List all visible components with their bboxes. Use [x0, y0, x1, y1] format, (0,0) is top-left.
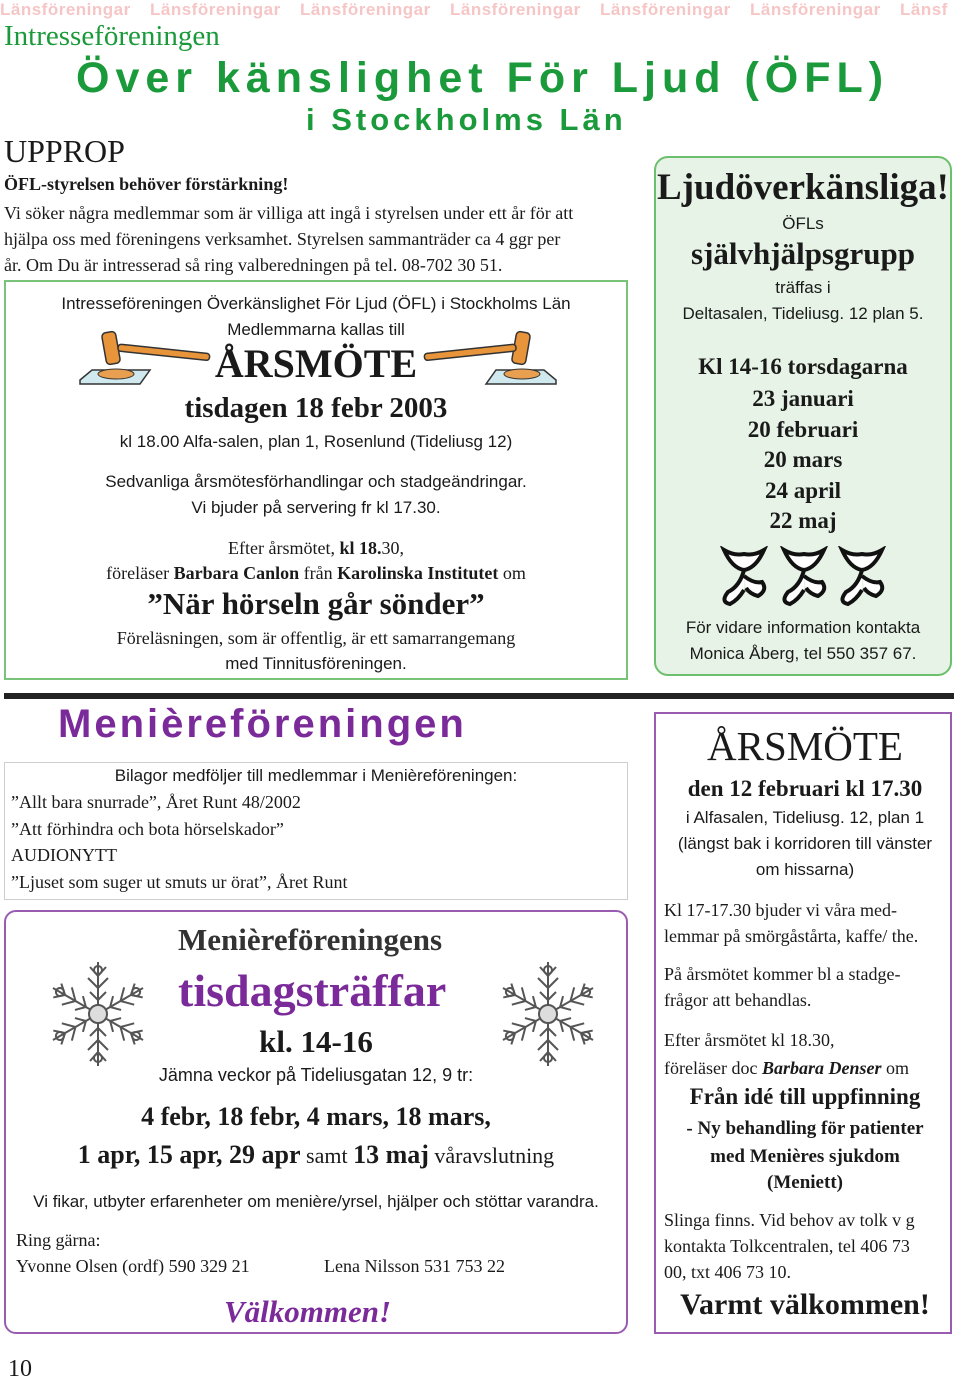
flower-icon [714, 546, 890, 610]
tuesday-place: Jämna veckor på Tideliusgatan 12, 9 tr: [158, 1065, 474, 1085]
selfhelp-time: Kl 14-16 torsdagarna [698, 354, 908, 379]
selfhelp-line: träffas i [775, 278, 831, 297]
selfhelp-place: Deltasalen, Tideliusg. 12 plan 5. [682, 304, 924, 323]
selfhelp-box [654, 156, 952, 676]
page-subtitle: i Stockholms Län [306, 102, 627, 137]
list-item: ”Allt bara snurrade”, Året Runt 48/2002 [11, 792, 301, 812]
meniere-meeting-date: den 12 februari kl 17.30 [687, 776, 923, 801]
attachments-list [11, 789, 347, 895]
band-word: Länsföreningar [150, 0, 281, 19]
meeting-lecture: föreläser Barbara Canlon från Karolinska Institutet om [106, 563, 526, 583]
meniere-meeting-lecture: föreläser doc Barbara Denser om [664, 1058, 909, 1078]
meniere-meeting-agenda: På årsmötet kommer bl a stadge- [664, 964, 901, 984]
meeting-called: Medlemmarna kallas till [227, 320, 405, 339]
meniere-meeting-subtopic: med Menières sjukdom [710, 1146, 900, 1167]
tuesday-description: Vi fikar, utbyter erfarenheter om menière/yrsel, hjälper och stöttar varandra. [33, 1192, 599, 1211]
meeting-after: Efter årsmötet, kl 18.30, [228, 538, 404, 558]
selfhelp-title: självhjälpsgrupp [691, 236, 915, 271]
header-band [0, 0, 960, 22]
lecture-note: Föreläsningen, som är offentlig, är ett samarrangemang [116, 628, 516, 648]
band-word: Länsföreningar [450, 0, 581, 19]
page-title: Över känslighet För Ljud (ÖFL) [76, 54, 890, 102]
meeting-heading: ÅRSMÖTE [214, 341, 418, 386]
meniere-title: Menièreföreningen [58, 702, 467, 746]
meniere-meeting-loop: kontakta Tolkcentralen, tel 406 73 [664, 1236, 910, 1256]
meniere-meeting-welcome: Varmt välkommen! [680, 1288, 930, 1321]
meeting-serving: Vi bjuder på servering fr kl 17.30. [191, 498, 441, 517]
tuesday-title: tisdagsträffar [178, 965, 447, 1016]
meniere-meeting-subtopic: (Meniett) [767, 1172, 843, 1193]
meniere-meeting-place: i Alfasalen, Tideliusg. 12, plan 1 [685, 808, 925, 827]
tuesday-dates: 4 febr, 18 febr, 4 mars, 18 mars, [141, 1102, 491, 1131]
meeting-place: kl 18.00 Alfa-salen, plan 1, Rosenlund (Tideliusg 12) [119, 432, 513, 451]
meniere-meeting-place: (längst bak i korridoren till vänster [677, 834, 933, 853]
list-item: 20 mars [763, 447, 843, 472]
welcome-text: Välkommen! [224, 1294, 392, 1329]
upprop-line: hjälpa oss med föreningens verksamhet. Styrelsen sammanträder ca 4 ggr per [4, 229, 561, 249]
meniere-meeting-offer: Kl 17-17.30 bjuder vi våra med- [664, 900, 897, 920]
section-divider [4, 693, 954, 699]
gavel-icon [78, 328, 218, 386]
page-number: 10 [8, 1356, 32, 1382]
list-item: 20 februari [747, 416, 859, 442]
band-word: Länsföreningar [0, 0, 131, 19]
meniere-meeting-agenda: frågor att behandlas. [664, 990, 812, 1010]
meniere-meeting-loop: Slinga finns. Vid behov av tolk v g [664, 1210, 915, 1230]
tuesday-line1: Menièreföreningens [178, 922, 443, 957]
meniere-meeting-after: Efter årsmötet kl 18.30, [664, 1030, 835, 1050]
meeting-org: Intresseföreningen Överkänslighet För Ljud (ÖFL) i Stockholms Län [61, 294, 571, 313]
band-word: Länsföreningar [300, 0, 431, 19]
selfhelp-contact: För vidare information kontakta [685, 618, 921, 637]
upprop-line: Vi söker några medlemmar som är villiga att ingå i styrelsen under ett år för att [4, 203, 574, 223]
attachments-intro: Bilagor medföljer till medlemmar i Menièreföreningen: [114, 766, 518, 785]
annual-meeting-box [4, 280, 628, 680]
gavel-icon [418, 328, 558, 386]
selfhelp-line: ÖFLs [782, 214, 824, 233]
tuesday-call: Ring gärna: [16, 1230, 101, 1250]
upprop-line: år. Om Du är intresserad så ring valberedningen på tel. 08-702 30 51. [4, 255, 503, 275]
meniere-meeting-box [654, 712, 952, 1334]
list-item: 23 januari [752, 386, 854, 411]
lecture-note: med Tinnitusföreningen. [225, 654, 407, 673]
list-item: AUDIONYTT [11, 845, 117, 865]
upprop-heading: UPPROP [4, 133, 125, 169]
list-item: ”Att förhindra och bota hörselskador” [11, 818, 284, 839]
band-word: Länsf [900, 0, 948, 19]
meniere-meeting-heading: ÅRSMÖTE [707, 723, 903, 769]
selfhelp-heading: Ljudöverkänsliga! [657, 167, 949, 208]
selfhelp-dates [656, 384, 950, 537]
contact-yvonne: Yvonne Olsen (ordf) 590 329 21 [16, 1256, 250, 1276]
meniere-meeting-subtopic: - Ny behandling för patienter [686, 1118, 924, 1139]
meniere-meeting-place: om hissarna) [755, 860, 855, 879]
meniere-meeting-topic: Från idé till uppfinning [689, 1084, 921, 1109]
meeting-date: tisdagen 18 febr 2003 [184, 392, 448, 424]
selfhelp-contact: Monica Åberg, tel 550 357 67. [689, 644, 917, 663]
list-item: 24 april [764, 477, 842, 503]
upprop-lead: ÖFL-styrelsen behöver förstärkning! [4, 174, 289, 194]
contact-lena: Lena Nilsson 531 753 22 [324, 1256, 505, 1276]
association-name: Intresseföreningen [4, 20, 220, 52]
attachments-box [4, 762, 628, 900]
lecture-title: ”När hörseln går sönder” [147, 586, 485, 621]
upprop-body [4, 200, 644, 278]
band-word: Länsföreningar [600, 0, 731, 19]
meniere-meeting-loop: 00, txt 406 73 10. [664, 1262, 792, 1282]
list-item: ”Ljuset som suger ut smuts ur örat”, Året Runt [11, 871, 348, 892]
meniere-meeting-offer: lemmar på smörgåstårta, kaffe/ the. [664, 926, 919, 946]
band-word: Länsföreningar [750, 0, 881, 19]
tuesday-dates: 1 apr, 15 apr, 29 apr samt 13 maj våravslutning [77, 1140, 555, 1169]
tuesday-meetings-box [4, 910, 628, 1334]
list-item: 22 maj [769, 508, 837, 533]
meeting-agenda: Sedvanliga årsmötesförhandlingar och stadgeändringar. [105, 472, 527, 491]
tuesday-time: kl. 14-16 [259, 1024, 373, 1059]
